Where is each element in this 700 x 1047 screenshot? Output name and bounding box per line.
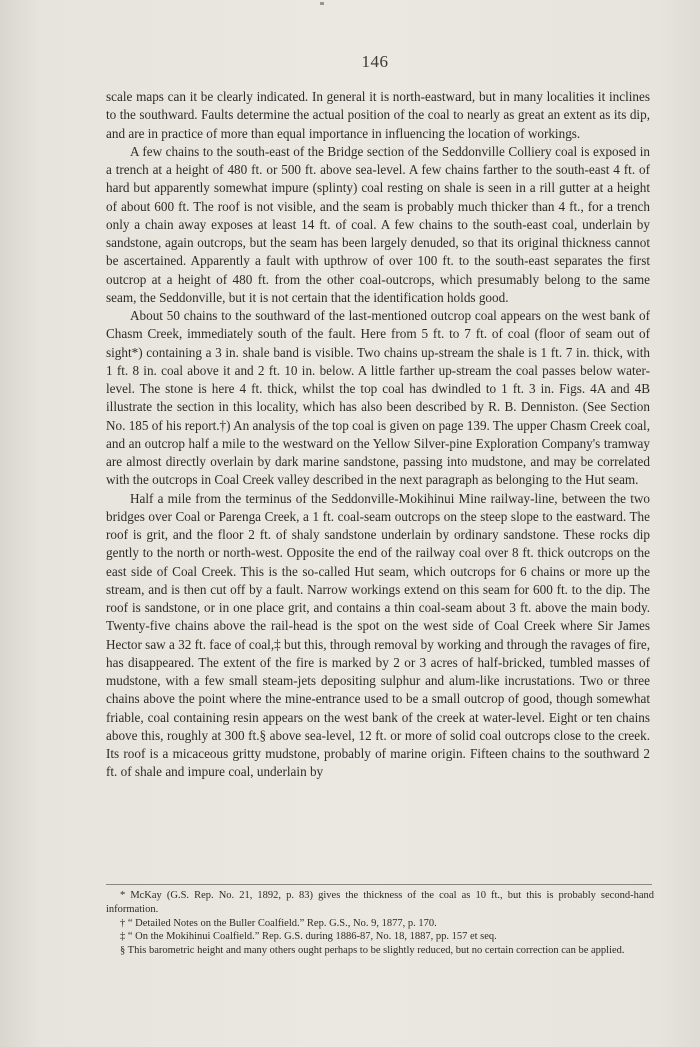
footnote-divider — [106, 884, 652, 885]
page-number: 146 — [361, 52, 389, 71]
paragraph-4: Half a mile from the terminus of the Seddonville-Mokihinui Mine railway-line, between the two bridges over Coal or Parenga Creek, a 1 ft. coal-seam outcrops on the steep slope to the eastward. The roof is grit, and the floor 2 ft. of shaly sandstone underlain by ordinary sandstone. These rocks dip gently to the north or north-west. Opposite the end of the railway coal over 8 ft. thick outcrops on the east side of Coal Creek. This is the so-called Hut seam, which outcrops for 6 chains or more up the stream, and is then cut off by a fault. Narrow workings extend on this seam for 600 ft. to the dip. The roof is sandstone, or in one place grit, and contains a thin coal-seam about 3 ft. above the main body. Twenty-five chains above the rail-head is the spot on the west side of Coal Creek where Sir James Hector saw a 32 ft. face of coal,‡ but this, through removal by working and through the ravages of fire, has disappeared. The extent of the fire is marked by 2 or 3 acres of half-bricked, tumbled masses of mudstone, with a few small steam-jets depositing sulphur and alum-like incrustations. Two or three chains above the point where the mine-entrance used to be a small outcrop of good, though somewhat friable, coal containing resin appears on the west bank of the creek at water-level. Eight or ten chains above this, roughly at 300 ft.§ above sea-level, 12 ft. or more of solid coal outcrops close to the creek. Its roof is a micaceous gritty mudstone, probably of marine origin. Fifteen chains to the southward 2 ft. of shale and impure coal, underlain by — [106, 490, 650, 780]
paragraph-1: scale maps can it be clearly indicated. In general it is north-eastward, but in many localities it inclines to the southward. Faults determine the actual position of the coal to nearly as great an extent as its dip, and are in practice of more than equal importance in influencing the location of workings. — [106, 89, 650, 141]
footnote-4: § This barometric height and many others ought perhaps to be slightly reduced, but no certain correction can be applied. — [120, 945, 625, 957]
paragraph-2: A few chains to the south-east of the Bridge section of the Seddonville Colliery coal is exposed in a trench at a height of 480 ft. or 500 ft. above sea-level. A few chains farther to the south-east 4 ft. of hard but apparently somewhat impure (splinty) coal resting on shale is seen in a rill gutter at a height of about 600 ft. The roof is not visible, and the seam is probably much thicker than 4 ft., for a trench only a chain away exposes at least 14 ft. of coal. A few chains to the south-east coal, underlain by sandstone, again outcrops, but the seam has been largely denuded, so that its original thickness cannot be ascertained. Apparently a fault with upthrow of over 100 ft. to the south-east separates the first outcrop at a height of 480 ft. from the other coal-outcrops, which presumably belong to the same seam, the Seddonville, but it is not certain that the identification holds good. — [106, 143, 650, 305]
footnote-2: † “ Detailed Notes on the Buller Coalfield.” Rep. G.S., No. 9, 1877, p. 170. — [120, 917, 437, 929]
scan-mark — [320, 2, 324, 5]
footnotes — [106, 889, 654, 958]
footnote-1: * McKay (G.S. Rep. No. 21, 1892, p. 83) gives the thickness of the coal as 10 ft., but this is probably second-hand information. — [106, 890, 654, 915]
paragraph-3: About 50 chains to the southward of the last-mentioned outcrop coal appears on the west bank of Chasm Creek, immediately south of the fault. Here from 5 ft. to 7 ft. of coal (floor of seam out of sight*) containing a 3 in. shale band is visible. Two chains up-stream the shale is 1 ft. 7 in. thick, with 1 ft. 8 in. coal above it and 2 ft. 10 in. below. A little farther up-stream the coal passes below water-level. The stone is here 4 ft. thick, whilst the top coal has dwindled to 1 ft. 3 in. Figs. 4A and 4B illustrate the section in this locality, which has also been described by R. B. Denniston. (See Section No. 185 of his report.†) An analysis of the top coal is given on page 139. The upper Chasm Creek coal, and an outcrop half a mile to the westward on the Yellow Silver-pine Exploration Company's tramway are almost directly overlain by dark marine sandstone, passing into mudstone, and may be correlated with the outcrops in Coal Creek valley described in the next paragraph as belonging to the Hut seam. — [106, 308, 650, 488]
footnote-3: ‡ “ On the Mokihinui Coalfield.” Rep. G.S. during 1886-87, No. 18, 1887, pp. 157 et seq. — [120, 931, 497, 943]
body-text — [106, 88, 650, 782]
